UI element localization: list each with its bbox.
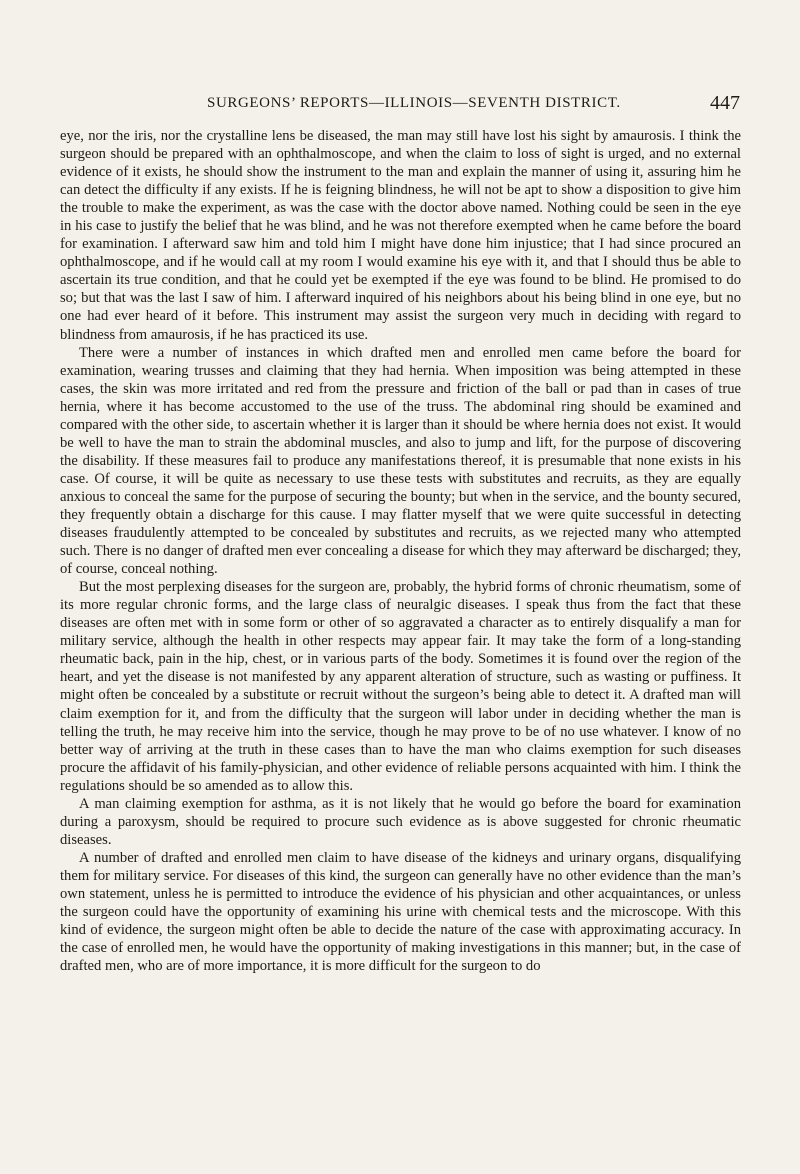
running-title: SURGEONS’ REPORTS—ILLINOIS—SEVENTH DISTRICT. (207, 95, 621, 111)
paragraph-ophthalmoscope: eye, nor the iris, nor the crystalline lens be diseased, the man may still have lost his sight by amaurosis. I think the surgeon should be prepared with an ophthalmoscope, and when the claim to loss of sight is urged, and no external evidence of it exists, he should show the instrument to the man and explain the manner of using it, assuring him he can detect the difficulty if any exists. If he is feigning blindness, he will not be apt to show a disposition to give him the trouble to make the experiment, as was the case with the doctor above named. Nothing could be seen in the eye in his case to justify the belief that he was blind, and he was not therefore exempted when he came before the board for examination. I afterward saw him and told him I might have done him injustice; that I had since procured an ophthalmoscope, and if he would call at my room I would examine his eye with it, and that I should thus be able to ascertain its true condition, and that he could yet be exempted if the eye was found to be blind. He promised to do so; but that was the last I saw of him. I afterward inquired of his neighbors about his being blind in one eye, but no one had ever heard of it before. This instrument may assist the surgeon very much in deciding with regard to blindness from amaurosis, if he has practiced its use. (60, 128, 741, 343)
paragraph-kidneys: A number of drafted and enrolled men claim to have disease of the kidneys and urinary organs, disqualifying them for military service. For diseases of this kind, the surgeon can generally have no other evidence than the man’s own statement, unless he is permitted to introduce the evidence of his physician and other acquaintances, or unless the surgeon could have the opportunity of examining his urine with chemical tests and the microscope. With this kind of evidence, the surgeon might often be able to decide the nature of the case with approximating accuracy. In the case of enrolled men, he would have the opportunity of making investigations in this manner; but, in the case of drafted men, who are of more importance, it is more difficult for the surgeon to do (60, 849, 741, 975)
paragraph-rheumatism: But the most perplexing diseases for the surgeon are, probably, the hybrid forms of chronic rheumatism, some of its more regular chronic forms, and the large class of neuralgic diseases. I speak thus from the fact that these diseases are often met with in some form or other of so aggravated a character as to entirely disqualify a man for military service, although the health in other respects may appear fair. It may take the form of a long-standing rheumatic back, pain in the hip, chest, or in various parts of the body. Sometimes it is found over the region of the heart, and yet the disease is not manifested by any apparent alteration of structure, such as wasting or puffiness. It might often be concealed by a substitute or recruit without the surgeon’s being able to detect it. A drafted man will claim exemption for it, and from the difficulty that the surgeon will labor under in deciding whether the man is telling the truth, he may receive him into the service, though he may prove to be of no use whatever. I know of no better way of arriving at the truth in these cases than to have the man who claims exemption for such diseases procure the affidavit of his family-physician, and other evidence of reliable persons acquainted with him. I think the regulations should be so amended as to allow this. (60, 579, 741, 794)
running-head (207, 92, 740, 117)
paragraph-hernia: There were a number of instances in which drafted men and enrolled men came before the board for examination, wearing trusses and claiming that they had hernia. When imposition was being attempted in these cases, the skin was more irritated and red from the pressure and friction of the ball or pad than in cases of true hernia, where it has become accustomed to the use of the truss. The abdominal ring should be examined and compared with the other side, to ascertain whether it is larger than it should be where hernia does not exist. It would be well to have the man to strain the abdominal muscles, and also to jump and lift, for the purpose of discovering the disability. If these measures fail to produce any manifestations thereof, it is presumable that none exists in his case. Of course, it will be quite as necessary to use these tests with substitutes and recruits, as they are equally anxious to conceal the same for the purpose of securing the bounty; but when in the service, and the bounty secured, they frequently obtain a discharge for this cause. I may flatter myself that we were quite successful in detecting diseases fraudulently attempted to be concealed by substitutes and recruits, as we rejected many who attempted such. There is no danger of drafted men ever concealing a disease for which they may afterward be discharged; they, of course, conceal nothing. (60, 344, 741, 578)
paragraph-asthma: A man claiming exemption for asthma, as it is not likely that he would go before the board for examination during a paroxysm, should be required to procure such evidence as is above suggested for chronic rheumatic diseases. (60, 795, 741, 848)
page-number: 447 (710, 92, 740, 114)
body-text (60, 127, 741, 975)
